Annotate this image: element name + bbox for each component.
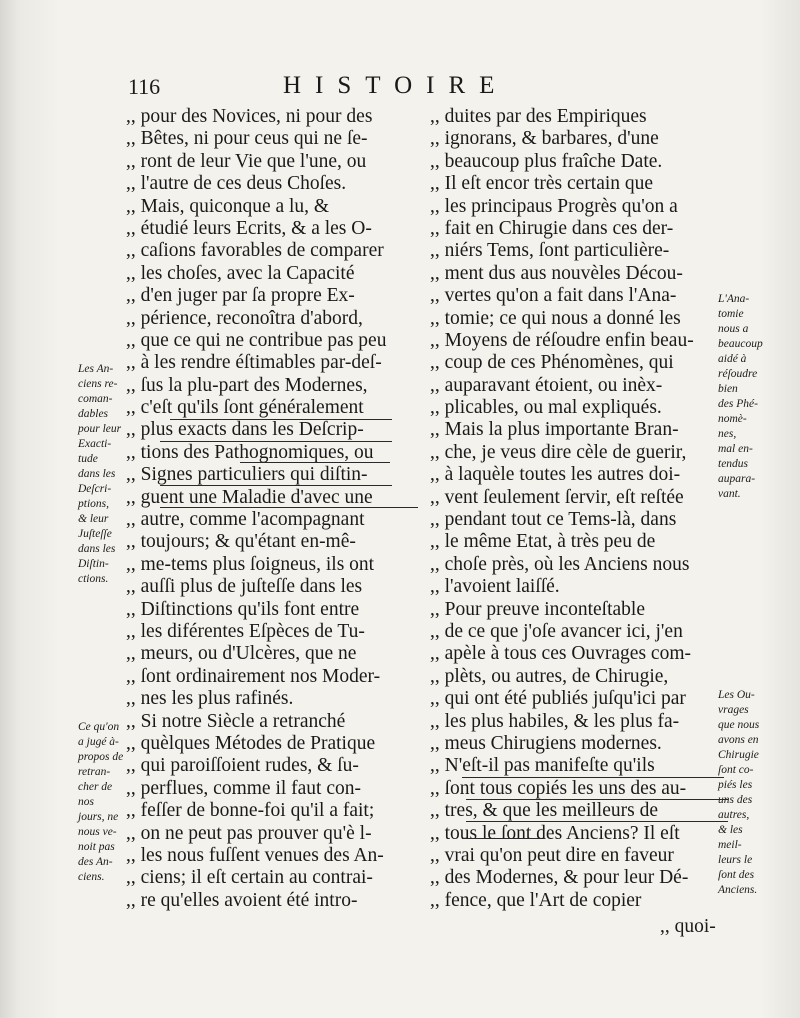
text-line: ,, meurs, ou d'Ulcères, que ne bbox=[126, 643, 357, 665]
ink-underline bbox=[466, 799, 728, 800]
text-line: ,, quèlques Métodes de Pratique bbox=[126, 732, 376, 754]
text-line: ,, tomie; ce qui nous a donné les bbox=[430, 307, 681, 329]
text-line: ,, pendant tout ce Tems-là, dans bbox=[430, 509, 677, 531]
text-line: ,, choſe près, où les Anciens nous bbox=[430, 553, 690, 575]
text-line: ,, des Modernes, & pour leur Dé- bbox=[430, 867, 689, 889]
margin-note-right-copied-works bbox=[718, 688, 778, 898]
text-line: ,, périence, reconoîtra d'abord, bbox=[126, 307, 363, 329]
margin-note-line: L'Ana- bbox=[718, 293, 750, 305]
margin-note-line: Exacti- bbox=[78, 438, 112, 450]
ink-underline bbox=[466, 821, 728, 822]
text-line: ,, à laquèle toutes les autres doi- bbox=[430, 464, 681, 486]
margin-note-line: dans les bbox=[78, 468, 116, 480]
text-line: ,, que ce qui ne contribue pas peu bbox=[126, 329, 387, 351]
margin-note-line: tude bbox=[78, 453, 98, 465]
margin-note-line: a jugé à- bbox=[78, 736, 119, 748]
margin-note-line: Diſtin- bbox=[78, 558, 109, 570]
margin-note-line: nous a bbox=[718, 323, 749, 335]
margin-note-line: Anciens. bbox=[718, 884, 758, 896]
margin-note-line: nes, bbox=[718, 428, 737, 440]
margin-note-line: ciens re- bbox=[78, 378, 118, 390]
margin-note-line: vrages bbox=[718, 704, 749, 716]
margin-note-line: tomie bbox=[718, 308, 744, 320]
text-line: ,, re qu'elles avoient été intro- bbox=[126, 889, 358, 911]
text-line: ,, étudié leurs Ecrits, & a les O- bbox=[126, 217, 372, 239]
text-line: ,, caſions favorables de comparer bbox=[126, 240, 384, 262]
text-line: ,, auparavant étoient, ou inèx- bbox=[430, 374, 663, 396]
text-line: ,, vertes qu'on a fait dans l'Ana- bbox=[430, 285, 677, 307]
margin-note-line: ſont des bbox=[718, 869, 755, 881]
text-line: ,, c'eſt qu'ils ſont généralement bbox=[126, 397, 364, 419]
left-text-column bbox=[126, 106, 426, 912]
margin-note-line: que nous bbox=[718, 719, 760, 731]
text-line: ,, tous le ſont des Anciens? Il eſt bbox=[430, 822, 680, 844]
text-line: ,, Mais la plus importante Bran- bbox=[430, 419, 679, 441]
ink-underline bbox=[240, 462, 390, 463]
margin-note-line: meil- bbox=[718, 839, 742, 851]
margin-note-line: dans les bbox=[78, 543, 116, 555]
text-line: ,, Si notre Siècle a retranché bbox=[126, 710, 346, 732]
text-line: ,, les plus habiles, & les plus fa- bbox=[430, 710, 680, 732]
text-line: ,, ignorans, & barbares, d'une bbox=[430, 128, 659, 150]
text-line: ,, plèts, ou autres, de Chirugie, bbox=[430, 665, 669, 687]
margin-note-line: vant. bbox=[718, 488, 741, 500]
text-line: ,, l'avoient laiſſé. bbox=[430, 576, 560, 598]
text-line: ,, qui paroiſſoient rudes, & ſu- bbox=[126, 755, 359, 777]
margin-note-line: uns des bbox=[718, 794, 753, 806]
margin-note-line: cher de bbox=[78, 781, 113, 793]
margin-note-left-retrenched-methods bbox=[78, 720, 128, 885]
text-line: ,, Il eſt encor très certain que bbox=[430, 173, 654, 195]
margin-note-line: beaucoup bbox=[718, 338, 763, 350]
text-line: ,, Diſtinctions qu'ils font entre bbox=[126, 598, 360, 620]
text-line: ,, perflues, comme il faut con- bbox=[126, 777, 361, 799]
text-line: ,, me-tems plus ſoigneus, ils ont bbox=[126, 553, 375, 575]
text-line: ,, guent une Maladie d'avec une bbox=[126, 486, 373, 508]
margin-note-line: leurs le bbox=[718, 854, 753, 866]
ink-underline bbox=[160, 441, 392, 442]
text-line: ,, ſus la plu-part des Modernes, bbox=[126, 374, 368, 396]
margin-note-line: ptions, bbox=[78, 498, 109, 510]
margin-note-line: propos de bbox=[78, 751, 124, 763]
text-line: ,, vent ſeulement ſervir, eſt reſtée bbox=[430, 486, 684, 508]
text-line: ,, les choſes, avec la Capacité bbox=[126, 262, 355, 284]
text-line: ,, on ne peut pas prouver qu'è l- bbox=[126, 822, 372, 844]
text-line: ,, fence, que l'Art de copier bbox=[430, 889, 642, 911]
margin-note-line: Les Ou- bbox=[718, 689, 755, 701]
text-line: ,, qui ont été publiés juſqu'ici par bbox=[430, 688, 686, 710]
margin-note-line: autres, bbox=[718, 809, 750, 821]
text-line: ,, coup de ces Phénomènes, qui bbox=[430, 352, 674, 374]
text-line: ,, les diférentes Eſpèces de Tu- bbox=[126, 620, 365, 642]
margin-note-line: nous ve- bbox=[78, 826, 117, 838]
margin-note-line: bien bbox=[718, 383, 738, 395]
margin-note-line: ſont co- bbox=[718, 764, 754, 776]
text-line: ,, che, je veus dire cèle de guerir, bbox=[430, 441, 687, 463]
text-line: ,, de ce que j'oſe avancer ici, j'en bbox=[430, 620, 683, 642]
margin-note-line: ctions. bbox=[78, 573, 109, 585]
margin-note-line: nomè- bbox=[718, 413, 747, 425]
text-line: ,, ment dus aus nouvèles Décou- bbox=[430, 262, 683, 284]
text-line: ,, plus exacts dans les Deſcrip- bbox=[126, 419, 364, 441]
margin-note-line: & leur bbox=[78, 513, 109, 525]
margin-note-line: Juſteſſe bbox=[78, 528, 112, 540]
text-line: ,, apèle à tous ces Ouvrages com- bbox=[430, 643, 691, 665]
margin-note-line: piés les bbox=[718, 779, 753, 791]
catchword: ,, quoi- bbox=[660, 916, 716, 937]
margin-note-line: pour leur bbox=[78, 423, 122, 435]
text-line: ,, ront de leur Vie que l'une, ou bbox=[126, 150, 367, 172]
margin-note-line: Ce qu'on bbox=[78, 721, 120, 733]
text-line: ,, ciens; il eſt certain au contrai- bbox=[126, 867, 373, 889]
text-line: ,, tions des Pathognomiques, ou bbox=[126, 441, 374, 463]
text-line: ,, pour des Novices, ni pour des bbox=[126, 106, 373, 127]
ink-underline bbox=[160, 507, 418, 508]
text-line: ,, meus Chirugiens modernes. bbox=[430, 732, 662, 754]
text-line: ,, Pour preuve inconteſtable bbox=[430, 598, 645, 620]
margin-note-right-anatomy bbox=[718, 292, 778, 502]
margin-note-line: avons en bbox=[718, 734, 759, 746]
text-line: ,, N'eſt-il pas manifeſte qu'ils bbox=[430, 755, 655, 777]
right-text-column bbox=[430, 106, 722, 912]
margin-note-line: aidé à bbox=[718, 353, 747, 365]
text-line: ,, toujours; & qu'étant en-mê- bbox=[126, 531, 356, 553]
text-line: ,, beaucoup plus fraîche Date. bbox=[430, 150, 663, 172]
margin-note-line: & les bbox=[718, 824, 743, 836]
text-line: ,, l'autre de ces deus Choſes. bbox=[126, 173, 347, 195]
running-title: HISTOIRE bbox=[283, 72, 509, 99]
text-line: ,, Moyens de réſoudre enfin beau- bbox=[430, 329, 694, 351]
margin-note-line: retran- bbox=[78, 766, 111, 778]
text-line: ,, nes les plus rafinés. bbox=[126, 688, 294, 710]
text-line: ,, à les rendre éſtimables par-deſ- bbox=[126, 352, 382, 374]
margin-note-line: Les An- bbox=[78, 363, 114, 375]
text-line: ,, Mais, quiconque a lu, & bbox=[126, 195, 330, 217]
margin-note-line: aupara- bbox=[718, 473, 756, 485]
margin-note-line: Deſcri- bbox=[78, 483, 112, 495]
text-line: ,, vrai qu'on peut dire en faveur bbox=[430, 844, 674, 866]
margin-note-line: mal en- bbox=[718, 443, 753, 455]
margin-note-line: tendus bbox=[718, 458, 749, 470]
margin-note-line: des An- bbox=[78, 856, 113, 868]
text-line: ,, plicables, ou mal expliqués. bbox=[430, 397, 662, 419]
ink-underline bbox=[170, 419, 392, 420]
text-line: ,, tres, & que les meilleurs de bbox=[430, 800, 658, 822]
margin-note-line: coman- bbox=[78, 393, 113, 405]
text-line: ,, niérs Tems, ſont particulière- bbox=[430, 240, 670, 262]
text-line: ,, Signes particuliers qui diſtin- bbox=[126, 464, 368, 486]
text-line: ,, le même Etat, à très peu de bbox=[430, 531, 656, 553]
margin-note-line: jours, ne bbox=[78, 811, 119, 823]
ink-underline bbox=[462, 838, 544, 839]
text-line: ,, feſſer de bonne-foi qu'il a fait; bbox=[126, 800, 375, 822]
text-line: ,, fait en Chirugie dans ces der- bbox=[430, 217, 674, 239]
text-line: ,, Bêtes, ni pour ceus qui ne ſe- bbox=[126, 128, 368, 150]
margin-note-line: ciens. bbox=[78, 871, 105, 883]
text-line: ,, les nous fuſſent venues des An- bbox=[126, 844, 384, 866]
text-line: ,, auſſi plus de juſteſſe dans les bbox=[126, 576, 363, 598]
margin-note-line: dables bbox=[78, 408, 109, 420]
margin-note-line: des Phé- bbox=[718, 398, 758, 410]
text-line: ,, d'en juger par ſa propre Ex- bbox=[126, 285, 355, 307]
ink-underline bbox=[160, 485, 392, 486]
page-number: 116 bbox=[128, 74, 161, 99]
margin-note-line: noit pas bbox=[78, 841, 115, 853]
text-line: ,, ſont tous copiés les uns des au- bbox=[430, 777, 687, 799]
page-header bbox=[128, 72, 728, 102]
margin-note-left-ancients-exactitude bbox=[78, 362, 128, 587]
text-line: ,, duites par des Empiriques bbox=[430, 106, 647, 127]
margin-note-line: nos bbox=[78, 796, 94, 808]
margin-note-line: réſoudre bbox=[718, 368, 758, 380]
margin-note-line: Chirugie bbox=[718, 749, 759, 761]
text-line: ,, les principaus Progrès qu'on a bbox=[430, 195, 678, 217]
ink-underline bbox=[462, 777, 724, 778]
text-line: ,, ſont ordinairement nos Moder- bbox=[126, 665, 381, 687]
text-line: ,, autre, comme l'acompagnant bbox=[126, 509, 365, 531]
